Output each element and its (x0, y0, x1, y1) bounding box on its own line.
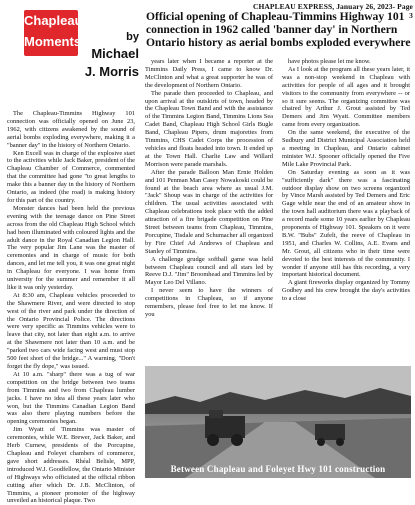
article-column-2 (145, 58, 273, 412)
paragraph: On Saturday evening as soon as it was "sufficiently dark" there was a fascinating outdoor display show on two screens organized by Vince Marsh assisted by Ted Demers and Eric Gage while near the end of an amateur show in the town hall auditorium there was a playback of a record made some 10 years earlier by Chapleau proponents of Highway 101. Speakers on it were B.W. "Bubs" Zufelt, the reeve of Chapleau in 1951, and Charles W. Collins, A.E. Evans and Mr. Grout, all citizens who in their time were devoted to the best interests of the community. I wonder if anyone still has this recording, a very important historical document. (282, 168, 410, 279)
photo-caption: Between Chapleau and Foleyet Hwy 101 construction (170, 464, 386, 474)
paragraph: I never seem to have the winners of competitions in Chapleau, so if anyone remembers, please feel free to let me know. If you (145, 287, 273, 318)
article-headline: Official opening of Chapleau-Timmins Highway 101 connection in 1962 called 'banner day' in Northern Ontario history as aerial bombs exploded everywhere (146, 10, 411, 49)
paragraph: At 8:30 am, Chapleau vehicles proceeded to the Shawmere River, and were directed to stop west of the river and park under the direction of the Ontario Provincial Police. The directions were very specific as Timmins vehicles were to leave that city, not later than eight a.m. to arrive at the Shawmere not later than 10 a.m. and be "parked two cars wide facing west and must stop 500 feet short of the bridge..." A warning, "Don't forget the fly dope," was issued. (7, 291, 135, 370)
article-column-3 (282, 58, 410, 412)
column-masthead (8, 8, 140, 98)
byline-author: Michael J. Morris (84, 46, 139, 79)
construction-photo (145, 366, 411, 478)
logo-line-1: Chapleau (24, 13, 83, 28)
chapleau-moments-logo (24, 10, 83, 56)
byline-by: by (126, 31, 139, 43)
paragraph: A giant fireworks display organized by Tommy Godbey and his crew brought the day's activities to a close (282, 279, 410, 303)
paragraph: The Chapleau-Timmins Highway 101 connection was officially opened on June 23, 1962, with citizens awakened by the sound of aerial bombs exploding everywhere, making it a "banner day" in the history of Northern Ontario. (7, 110, 135, 149)
page-header: CHAPLEAU EXPRESS, January 26, 2023- Page 3 (252, 2, 413, 20)
byline (79, 30, 139, 81)
paragraph: Monster dances had been held the previous evening with the teenage dance on Pine Street across from the old Chapleau High School which had been illuminated with coloured lights and the adult dance in the Royal Canadian Legion Hall. The very popular Jim Lane was the master of ceremonies and in charge of music for both dances, and let me tell you, it was one great night in Chapleau for everyone. I was home from university for the summer and remember it all like it was only yesterday. (7, 204, 135, 291)
article-column-1 (7, 110, 135, 505)
paragraph: After the parade Balloon Man Ernie Holden and 101 Penman Man Casey Nowakoski could be found at the beach area where as usual J.M. "Jack" Shoup was in charge of the activities for children. The usual activities associated with Chapleau celebrations took place with the added attraction of a fire brigade competition on Pine Street between teams from Chapleau, Timmins, Porcupine, Tisdale and Schumacher all organized by Fire Chief Ad Andrews of Chapleau and Stanley of Timmins. (145, 168, 273, 255)
paragraph: years later when I became a reporter at the Timmins Daily Press, I came to know Dr. McClinton and what a great supporter he was of the development of Northern Ontario. (145, 58, 273, 89)
paragraph: At 10 a.m. "sharp" there was a tug of war competition on the bridge between two teams from Timmins and two from Chapleau lumber jacks. I have no idea all these years later who won, but the Timmins Canadian Legion Band was also there playing numbers before the opening ceremonies began. (7, 370, 135, 426)
paragraph: A challenge grudge softball game was held between Chapleau council and all stars led by Reeve D.J. "Jim" Broomhead and Timmins led by Mayor Leo Del Villano. (145, 255, 273, 287)
paragraph: The parade then proceeded to Chapleau, and upon arrival at the outskirts of town, headed by the Chapleau Town Band and with the assistance of the Timmins Legion Band, Timmins Lions Sea Cadet Band, Chapleau High School Girls Bugle Band, Chapleau Pipers, drum majorettes from Timmins, CHS Cadet Corps the procession of vehicles and floats headed into town. It ended up at the Town Hall. Charlie Law and Willard Morrison were parade marshals. (145, 89, 273, 168)
logo-line-2: Moments (24, 34, 82, 49)
paragraph: have photos please let me know. (288, 58, 371, 65)
paragraph: On the same weekend, the executive of the Sudbury and District Municipal Association held a meeting in Chapleau, and Ontario cabinet minister W.J. Spooner officially opened the Five Mile Lake Provincial Park. (282, 129, 410, 168)
paragraph: As I look at the program all these years later, it was a non-stop weekend in Chapleau with activities for people of all ages and it brought visitors to the community from everywhere -- or so it sure seems. The organizing committee was chaired by Arthur J. Grout assisted by Ted Demers and Jim Wyatt. Committee members came from every organization. (282, 65, 410, 129)
paragraph: Ken Excell was in charge of the explosive start to the activities while Jack Baker, president of the Chapleau Chamber of Commerce, commented that the committee had gone "to great lengths to make this a banner day in the history of Northern Ontario, as indeed (the road) is making history for this part of the country. (7, 149, 135, 204)
paragraph: Jim Wyatt of Timmins was master of ceremonies, while W.E. Brewer, Jack Baker, and Herb Curnew, presidents of the Porcupine, Chapleau and Foleyet chambers of commerce, gave short addresses. Rhéal Belisle, MPP, introduced W.J. Goodfellow, the Ontario Minister of Highways who officiated at the official ribbon cutting after which Dr. J.B. McClinton, of Timmins, a pioneer promoter of the highway unveiled an historical plaque. Two (7, 426, 135, 505)
photo-illustration (145, 366, 411, 478)
